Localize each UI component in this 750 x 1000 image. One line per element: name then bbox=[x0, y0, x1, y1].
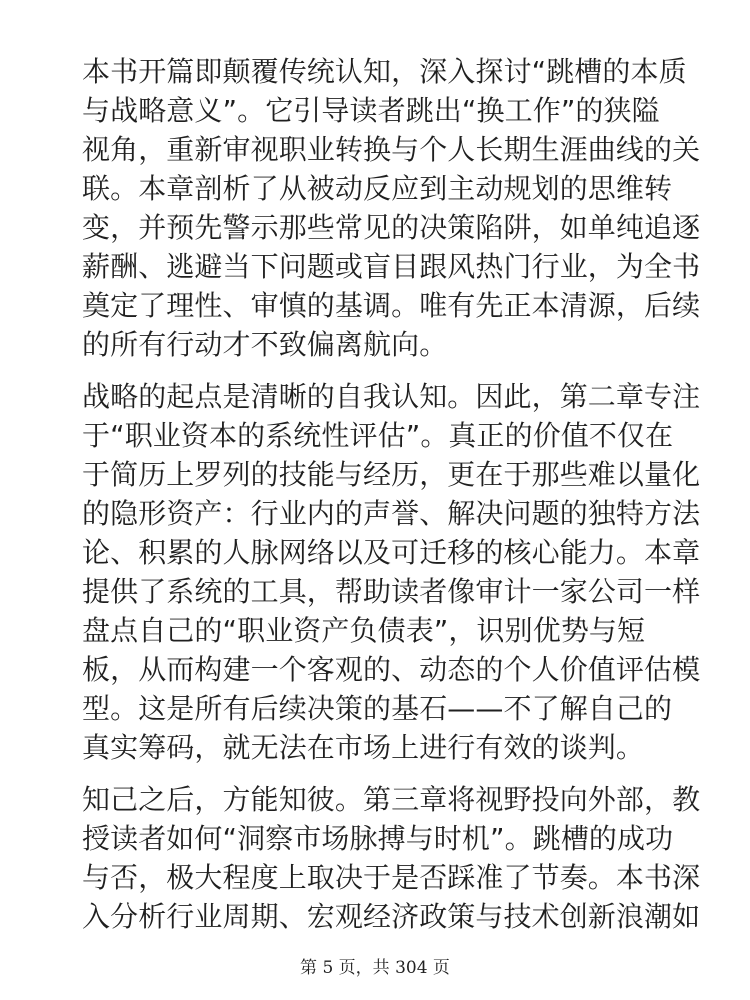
text-line: 于“职业资本的系统性评估”。真正的价值不仅在 bbox=[82, 419, 674, 452]
text-line: 的所有行动才不致偏离航向。 bbox=[82, 328, 448, 361]
text-line: 板，从而构建一个客观的、动态的个人价值评估模 bbox=[82, 653, 701, 686]
text-line: 联。本章剖析了从被动反应到主动规划的思维转 bbox=[82, 172, 673, 205]
text-line: 本书开篇即颠覆传统认知，深入探讨“跳槽的本质 bbox=[82, 55, 687, 88]
text-line: 变，并预先警示那些常见的决策陷阱，如单纯追逐 bbox=[82, 211, 701, 244]
text-line: 知己之后，方能知彼。第三章将视野投向外部，教 bbox=[82, 783, 701, 816]
text-line: 与战略意义”。它引导读者跳出“换工作”的狭隘 bbox=[82, 94, 660, 127]
text-line: 的隐形资产：行业内的声誉、解决问题的独特方法 bbox=[82, 497, 701, 530]
paragraph-2 bbox=[82, 377, 701, 767]
paragraph-3 bbox=[82, 780, 701, 936]
text-line: 视角，重新审视职业转换与个人长期生涯曲线的关 bbox=[82, 133, 701, 166]
text-line: 奠定了理性、审慎的基调。唯有先正本清源，后续 bbox=[82, 289, 701, 322]
paragraph-1 bbox=[82, 52, 701, 364]
page-number-footer: 第 5 页，共 304 页 bbox=[300, 958, 450, 978]
text-line: 授读者如何“洞察市场脉搏与时机”。跳槽的成功 bbox=[82, 822, 674, 855]
text-line: 于简历上罗列的技能与经历，更在于那些难以量化 bbox=[82, 458, 701, 491]
text-line: 薪酬、逃避当下问题或盲目跟风热门行业，为全书 bbox=[82, 250, 701, 283]
text-line: 论、积累的人脉网络以及可迁移的核心能力。本章 bbox=[82, 536, 701, 569]
text-line: 提供了系统的工具，帮助读者像审计一家公司一样 bbox=[82, 575, 701, 608]
text-line: 真实筹码，就无法在市场上进行有效的谈判。 bbox=[82, 731, 645, 764]
text-line: 入分析行业周期、宏观经济政策与技术创新浪潮如 bbox=[82, 900, 701, 933]
text-line: 与否，极大程度上取决于是否踩准了节奏。本书深 bbox=[82, 861, 701, 894]
body-text bbox=[82, 52, 701, 949]
text-line: 型。这是所有后续决策的基石——不了解自己的 bbox=[82, 692, 673, 725]
text-line: 盘点自己的“职业资产负债表”，识别优势与短 bbox=[82, 614, 646, 647]
text-line: 战略的起点是清晰的自我认知。因此，第二章专注 bbox=[82, 380, 701, 413]
